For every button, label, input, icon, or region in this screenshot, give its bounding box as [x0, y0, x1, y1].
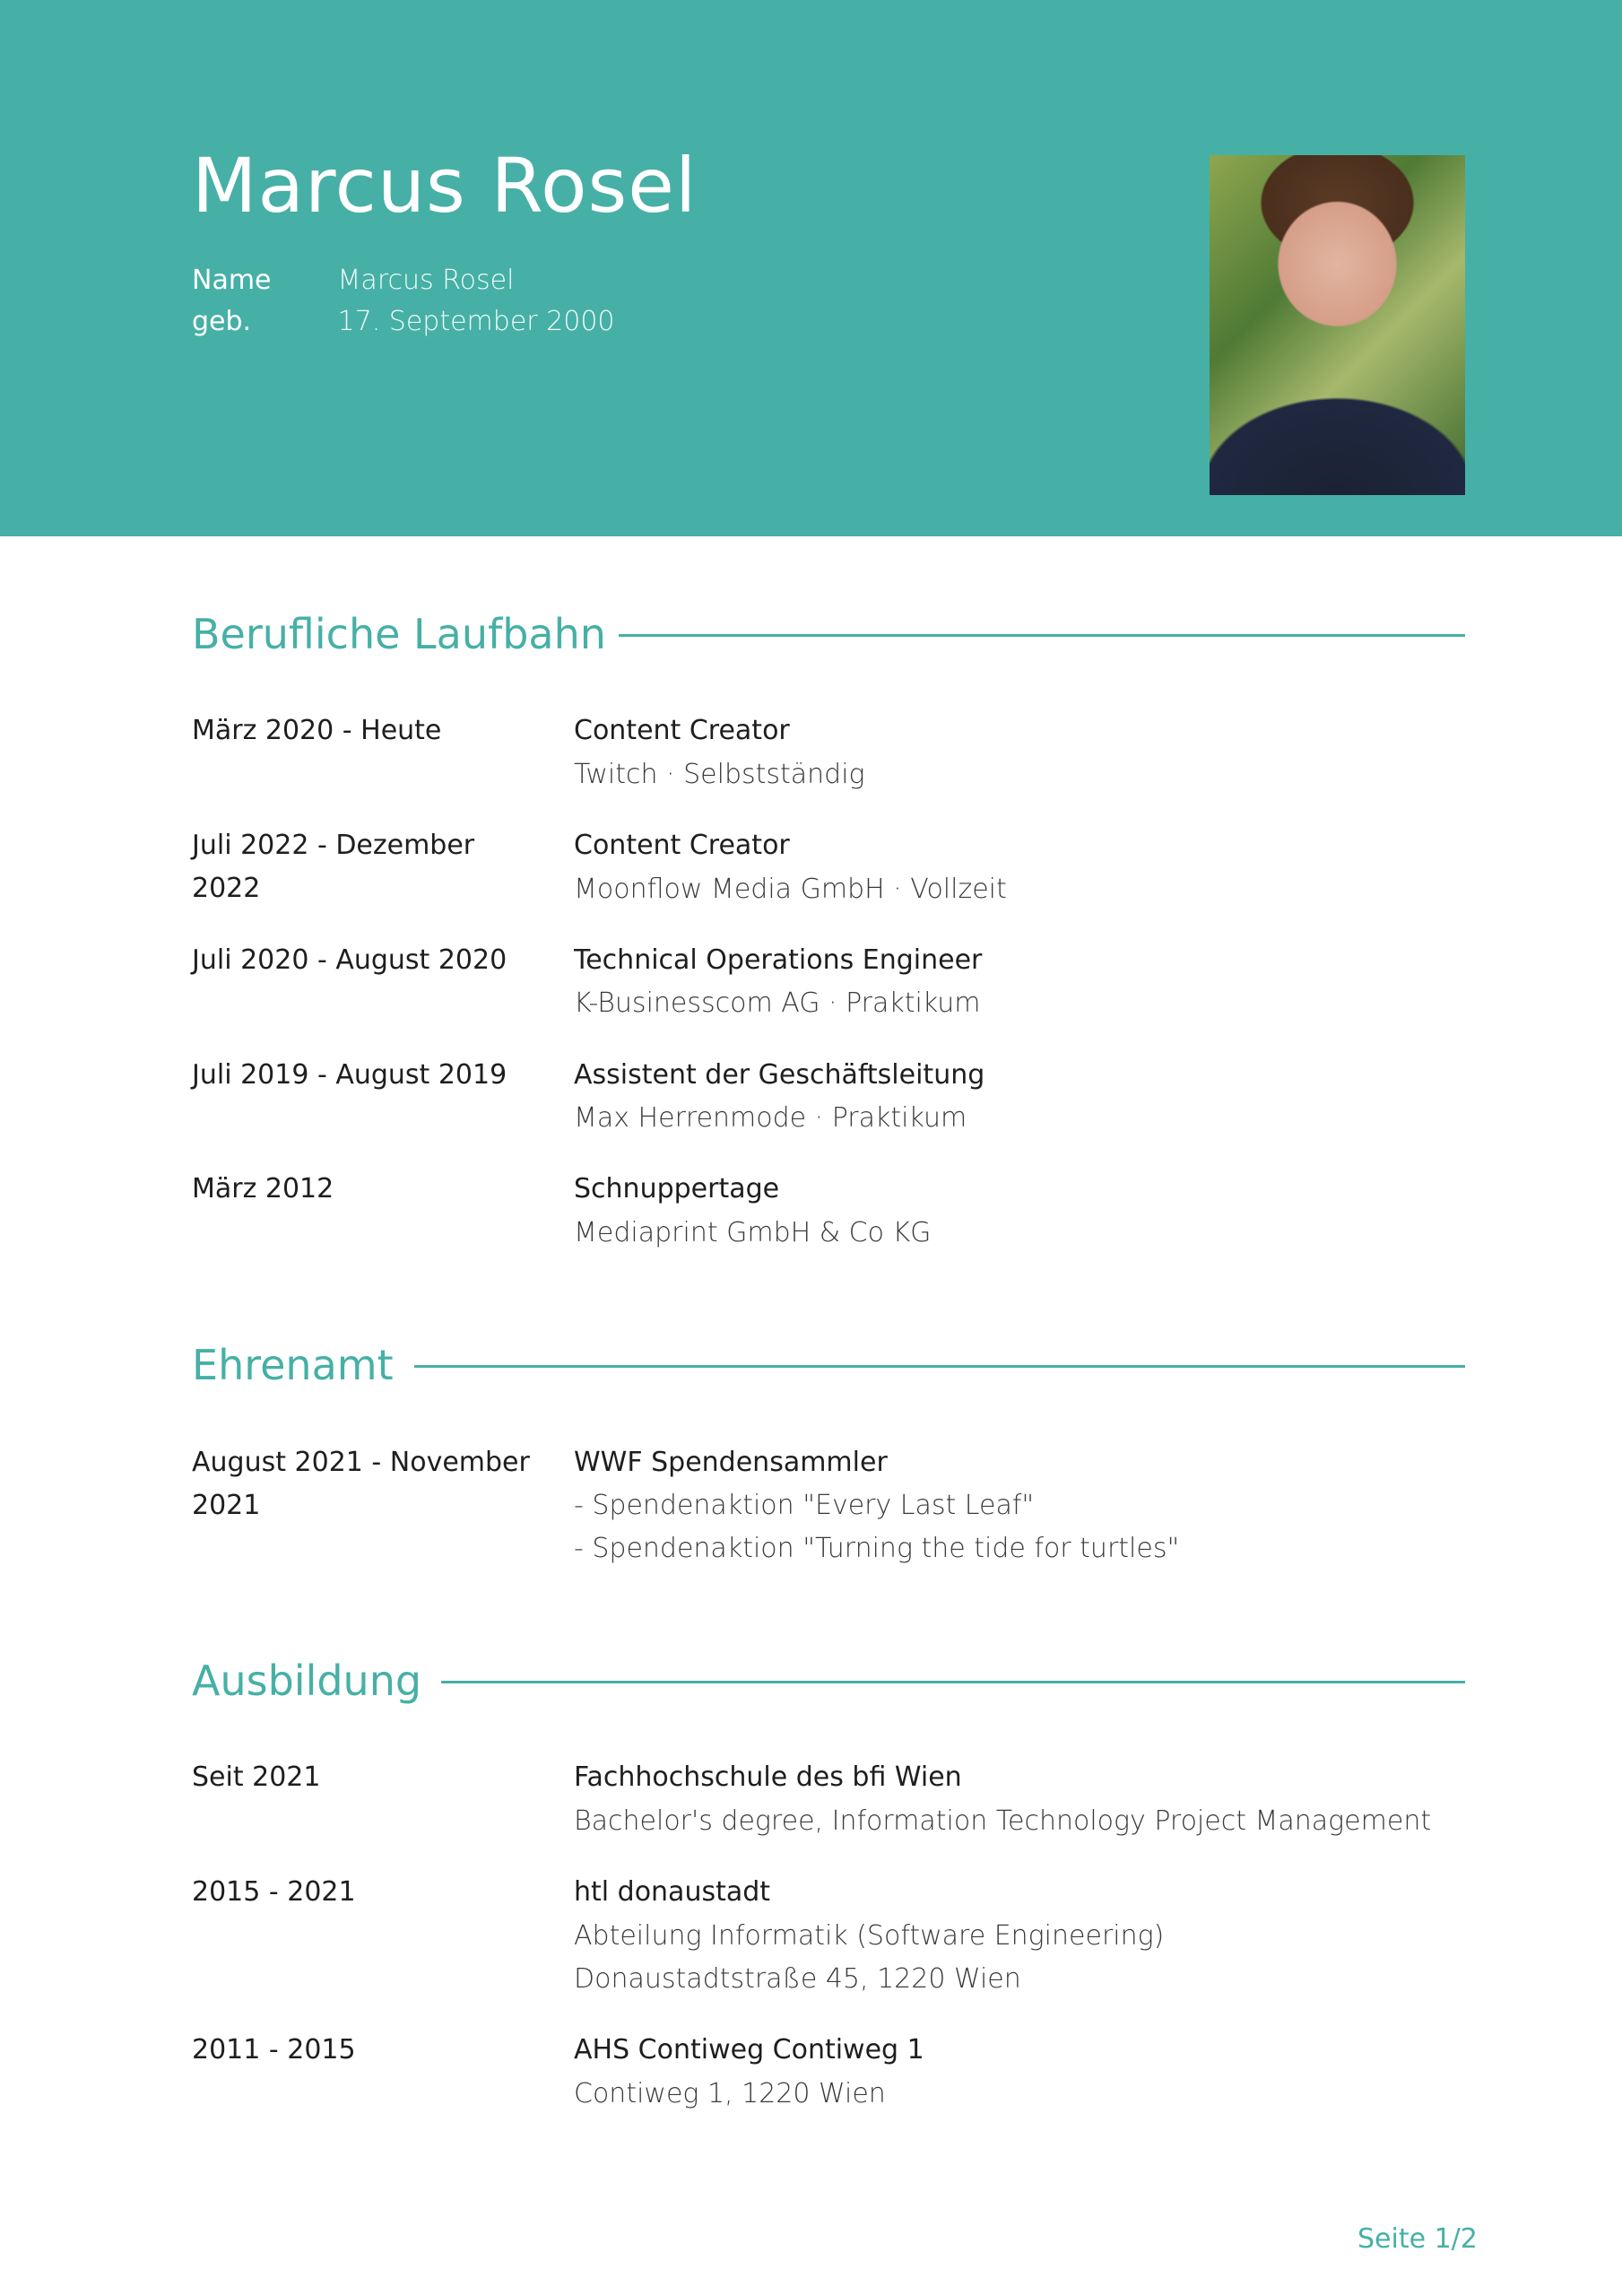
- header-banner: [0, 0, 1622, 536]
- career-role: Schnuppertage: [574, 1173, 780, 1205]
- education-divider: [441, 1681, 1465, 1683]
- volunteer-date-cont: 2021: [192, 1490, 261, 1521]
- career-role: Content Creator: [574, 715, 790, 746]
- volunteer-section-title: Ehrenamt: [192, 1341, 394, 1389]
- career-role: Technical Operations Engineer: [574, 944, 983, 976]
- career-org: Max Herrenmode · Praktikum: [574, 1102, 967, 1134]
- education-school: Fachhochschule des bfi Wien: [574, 1761, 962, 1793]
- birth-label: geb.: [192, 306, 252, 337]
- page-number: Seite 1/2: [1357, 2223, 1478, 2255]
- volunteer-detail: - Spendenaktion "Every Last Leaf": [574, 1490, 1035, 1521]
- education-date: Seit 2021: [192, 1761, 321, 1793]
- career-role: Content Creator: [574, 830, 790, 861]
- career-org: K-Businesscom AG · Praktikum: [574, 987, 981, 1019]
- education-date: 2015 - 2021: [192, 1876, 356, 1908]
- career-section-title: Berufliche Laufbahn: [192, 610, 606, 658]
- volunteer-divider: [414, 1365, 1465, 1368]
- name-value: Marcus Rosel: [337, 265, 515, 296]
- page-title: Marcus Rosel: [192, 142, 698, 230]
- career-date: März 2012: [192, 1173, 334, 1205]
- volunteer-role: WWF Spendensammler: [574, 1447, 888, 1478]
- education-school: AHS Contiweg Contiweg 1: [574, 2034, 924, 2066]
- name-row: [192, 265, 514, 296]
- education-detail: Donaustadtstraße 45, 1220 Wien: [574, 1963, 1021, 1995]
- career-divider: [619, 634, 1465, 637]
- education-school: htl donaustadt: [574, 1876, 771, 1908]
- volunteer-date: August 2021 - November: [192, 1447, 530, 1478]
- education-date: 2011 - 2015: [192, 2034, 356, 2066]
- career-role: Assistent der Geschäftsleitung: [574, 1059, 985, 1091]
- education-detail: Bachelor's degree, Information Technology Project Management: [574, 1805, 1432, 1837]
- profile-photo: [1210, 155, 1465, 495]
- career-date: Juli 2019 - August 2019: [192, 1059, 507, 1091]
- birth-value: 17. September 2000: [337, 306, 615, 337]
- education-detail: Abteilung Informatik (Software Engineering): [574, 1920, 1165, 1952]
- birth-row: [192, 306, 615, 337]
- education-detail: Contiweg 1, 1220 Wien: [574, 2078, 886, 2109]
- career-date: März 2020 - Heute: [192, 715, 442, 746]
- career-org: Moonflow Media GmbH · Vollzeit: [574, 874, 1007, 905]
- volunteer-detail: - Spendenaktion "Turning the tide for turtles": [574, 1533, 1180, 1564]
- career-date: Juli 2020 - August 2020: [192, 944, 507, 976]
- career-org: Mediaprint GmbH & Co KG: [574, 1217, 932, 1248]
- career-org: Twitch · Selbstständig: [574, 759, 865, 790]
- career-date: Juli 2022 - Dezember 2022: [192, 830, 475, 904]
- name-label: Name: [192, 265, 272, 296]
- education-section-title: Ausbildung: [192, 1657, 422, 1705]
